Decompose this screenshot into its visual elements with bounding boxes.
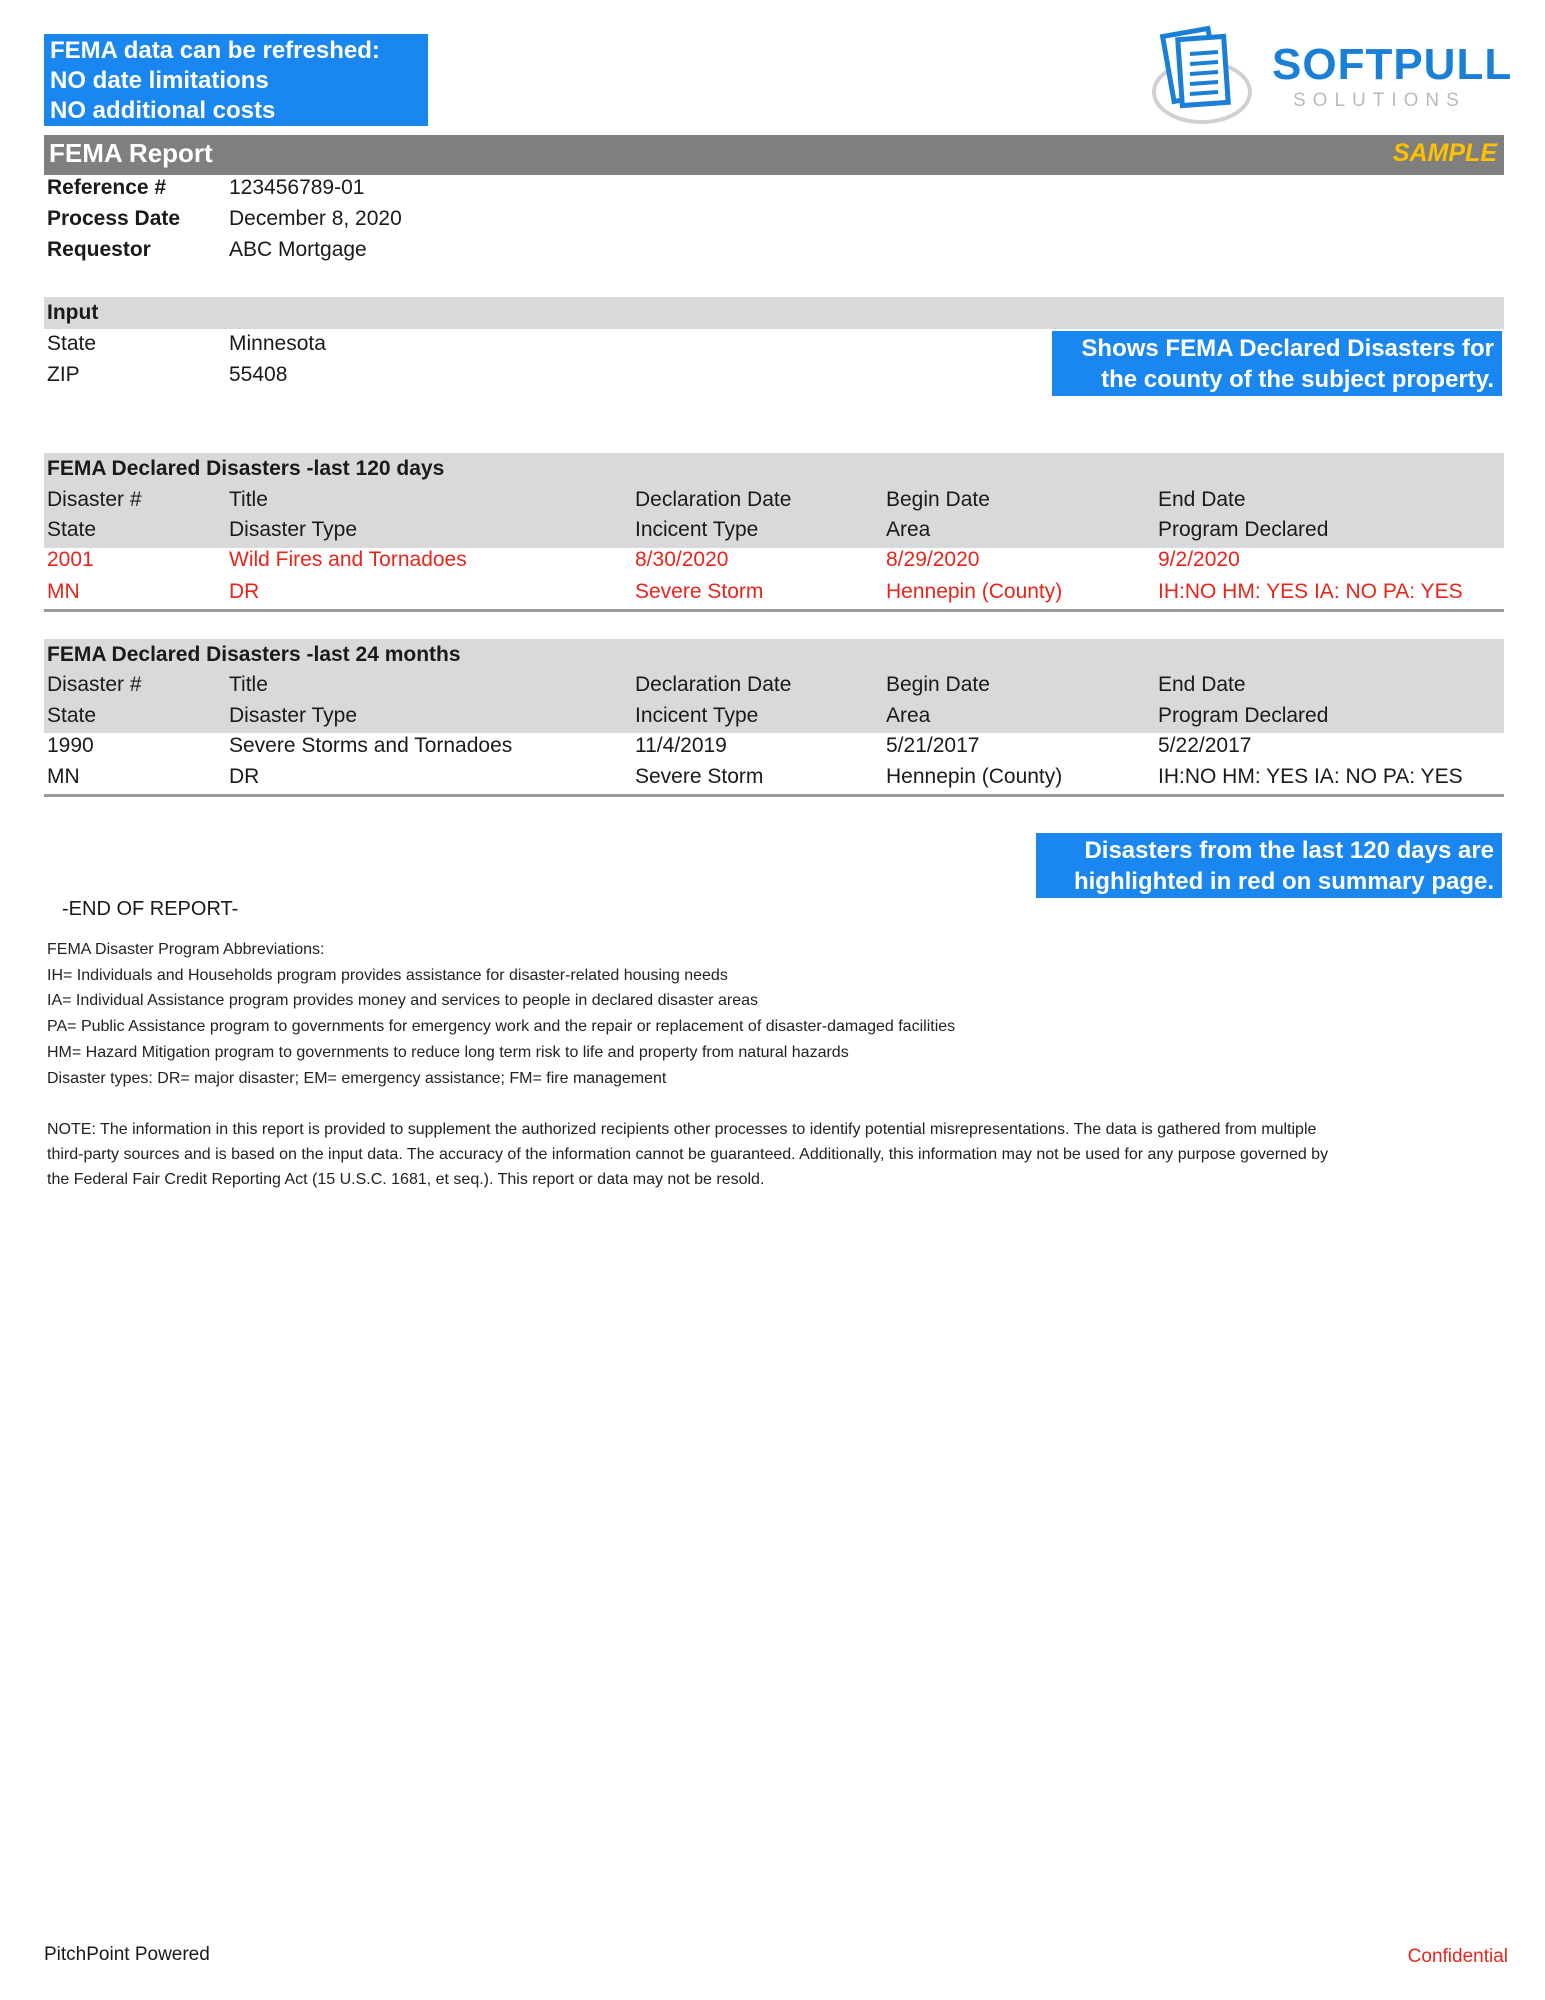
input-value: 55408 bbox=[229, 363, 288, 386]
column-header: Declaration Date bbox=[635, 673, 792, 696]
table-cell: 9/2/2020 bbox=[1158, 548, 1240, 571]
column-header: Disaster # bbox=[47, 488, 142, 511]
meta-label: Reference # bbox=[47, 176, 167, 199]
column-header: Disaster Type bbox=[229, 518, 357, 541]
column-header: Disaster Type bbox=[229, 704, 357, 727]
callout-line: Disasters from the last 120 days are bbox=[1084, 837, 1494, 864]
column-header: Title bbox=[229, 673, 268, 696]
column-header: Incicent Type bbox=[635, 518, 759, 541]
table-cell: 8/30/2020 bbox=[635, 548, 729, 571]
abbreviation-line: IH= Individuals and Households program provides assistance for disaster-related housing needs bbox=[47, 967, 728, 984]
table-cell: IH:NO HM: YES IA: NO PA: YES bbox=[1158, 765, 1463, 788]
report-title: FEMA Report bbox=[49, 138, 213, 168]
section-divider bbox=[44, 609, 1504, 612]
callout-line: Shows FEMA Declared Disasters for bbox=[1081, 335, 1494, 362]
meta-value: ABC Mortgage bbox=[229, 238, 367, 261]
table-cell: DR bbox=[229, 765, 260, 788]
logo-wordmark: SOFTPULL bbox=[1272, 40, 1513, 89]
abbreviation-line: Disaster types: DR= major disaster; EM= emergency assistance; FM= fire management bbox=[47, 1070, 667, 1087]
column-header: Program Declared bbox=[1158, 518, 1329, 541]
table-cell: DR bbox=[229, 580, 260, 603]
table-cell: 11/4/2019 bbox=[635, 734, 727, 757]
footer-powered-by: PitchPoint Powered bbox=[44, 1944, 210, 1965]
input-label: ZIP bbox=[47, 363, 80, 386]
column-header: End Date bbox=[1158, 673, 1246, 696]
column-header: Area bbox=[886, 518, 931, 541]
column-header: Title bbox=[229, 488, 268, 511]
section-heading: FEMA Declared Disasters -last 24 months bbox=[47, 643, 461, 666]
table-cell: 1990 bbox=[47, 734, 94, 757]
column-header: Area bbox=[886, 704, 931, 727]
column-header: Declaration Date bbox=[635, 488, 792, 511]
sample-badge: SAMPLE bbox=[1392, 139, 1497, 167]
table-cell: IH:NO HM: YES IA: NO PA: YES bbox=[1158, 580, 1463, 603]
column-header: State bbox=[47, 518, 97, 541]
input-heading: Input bbox=[47, 301, 99, 324]
column-header: Incicent Type bbox=[635, 704, 759, 727]
note-line: third-party sources and is based on the input data. The accuracy of the information cannot be guaranteed. Additionally, this information may not be used for any purpose governed by bbox=[47, 1146, 1329, 1163]
table-cell: 2001 bbox=[47, 548, 94, 571]
callout-line: NO date limitations bbox=[50, 67, 269, 94]
table-cell: 5/21/2017 bbox=[886, 734, 980, 757]
callout-line: FEMA data can be refreshed: bbox=[50, 37, 380, 64]
callout-county-info bbox=[1052, 331, 1502, 396]
callout-highlight-info bbox=[1036, 833, 1502, 898]
logo-subtitle: SOLUTIONS bbox=[1293, 90, 1466, 111]
abbreviation-line: FEMA Disaster Program Abbreviations: bbox=[47, 941, 325, 958]
callout-line: highlighted in red on summary page. bbox=[1073, 868, 1494, 895]
callout-refresh-info bbox=[44, 34, 428, 126]
input-heading-band bbox=[44, 297, 1504, 329]
column-header: State bbox=[47, 704, 97, 727]
input-label: State bbox=[47, 332, 97, 355]
footer-confidential: Confidential bbox=[1407, 1946, 1508, 1967]
abbreviation-line: PA= Public Assistance program to governments for emergency work and the repair or replacement of disaster-damaged facilities bbox=[47, 1018, 956, 1035]
column-header: Begin Date bbox=[886, 673, 990, 696]
table-cell: MN bbox=[47, 765, 80, 788]
table-cell: Severe Storms and Tornadoes bbox=[229, 734, 513, 757]
section-divider bbox=[44, 794, 1504, 797]
table-cell: MN bbox=[47, 580, 80, 603]
column-header: Disaster # bbox=[47, 673, 142, 696]
section-heading: FEMA Declared Disasters -last 120 days bbox=[47, 457, 445, 480]
meta-label: Process Date bbox=[47, 207, 181, 230]
meta-value: December 8, 2020 bbox=[229, 207, 402, 230]
callout-line: NO additional costs bbox=[50, 97, 276, 124]
note-line: NOTE: The information in this report is provided to supplement the authorized recipients other processes to identify potential misrepresentations. The data is gathered from multiple bbox=[47, 1121, 1317, 1138]
table-cell: 5/22/2017 bbox=[1158, 734, 1252, 757]
table-cell: Hennepin (County) bbox=[886, 765, 1063, 788]
column-header: Begin Date bbox=[886, 488, 990, 511]
note-line: the Federal Fair Credit Reporting Act (15 U.S.C. 1681, et seq.). This report or data may not be resold. bbox=[47, 1171, 765, 1188]
table-cell: Wild Fires and Tornadoes bbox=[229, 548, 467, 571]
table-cell: Severe Storm bbox=[635, 765, 764, 788]
callout-line: the county of the subject property. bbox=[1101, 366, 1494, 393]
column-header: End Date bbox=[1158, 488, 1246, 511]
input-value: Minnesota bbox=[229, 332, 326, 355]
end-of-report: -END OF REPORT- bbox=[62, 898, 239, 920]
disclaimer-note bbox=[47, 1117, 1507, 1192]
report-header-bar bbox=[44, 135, 1504, 175]
meta-value: 123456789-01 bbox=[229, 176, 365, 199]
table-cell: Severe Storm bbox=[635, 580, 764, 603]
meta-label: Requestor bbox=[47, 238, 151, 261]
abbreviation-line: HM= Hazard Mitigation program to governments to reduce long term risk to life and property from natural hazards bbox=[47, 1044, 849, 1061]
abbreviation-line: IA= Individual Assistance program provides money and services to people in declared disaster areas bbox=[47, 992, 759, 1009]
column-header: Program Declared bbox=[1158, 704, 1329, 727]
table-cell: 8/29/2020 bbox=[886, 548, 980, 571]
table-cell: Hennepin (County) bbox=[886, 580, 1063, 603]
